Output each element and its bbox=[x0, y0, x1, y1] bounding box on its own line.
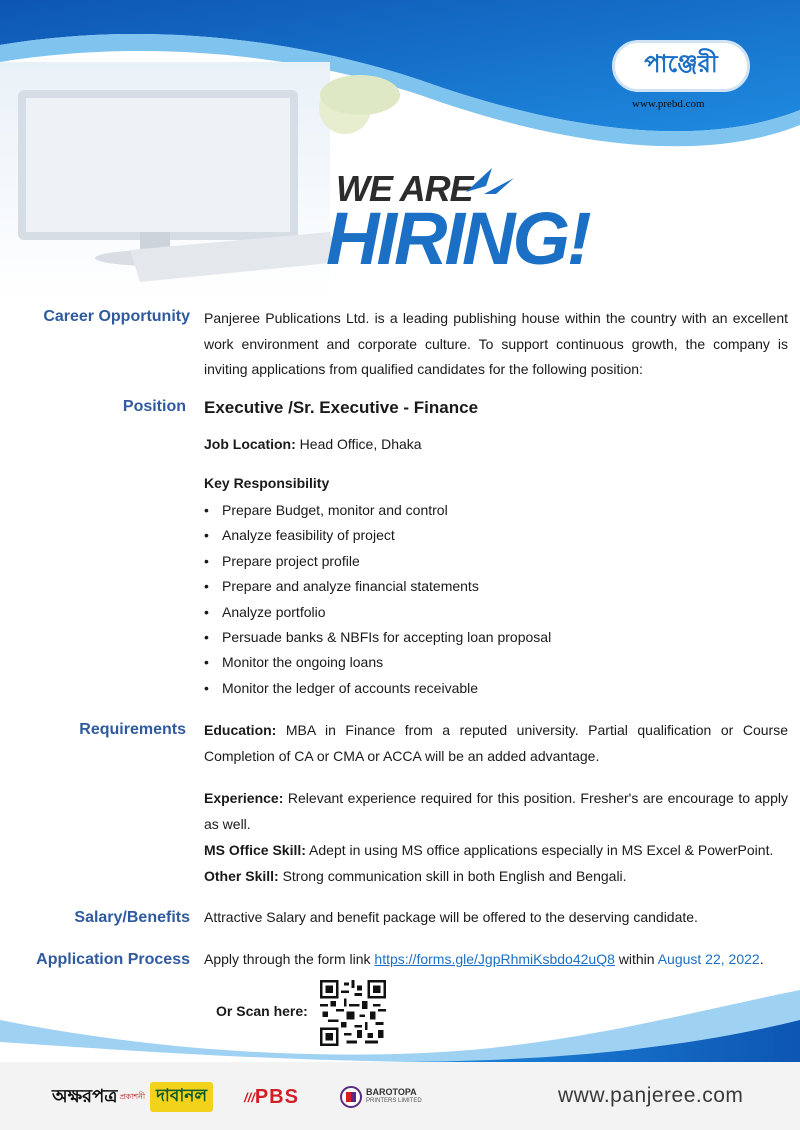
partner-logo-dabanol: দাবানল bbox=[150, 1082, 213, 1112]
list-item: • Analyze feasibility of project bbox=[204, 527, 395, 544]
education-requirement bbox=[204, 718, 788, 769]
partner-logo-pbs: /// PBS bbox=[244, 1085, 299, 1108]
scan-label: Or Scan here: bbox=[216, 1003, 308, 1019]
application-deadline: August 22, 2022 bbox=[657, 951, 760, 967]
responsibility-list bbox=[204, 498, 551, 701]
brand-logo-text: পাঞ্জেরী bbox=[644, 49, 718, 78]
ms-office-label: MS Office Skill: bbox=[204, 842, 306, 858]
application-form-link[interactable]: https://forms.gle/JgpRhmiKsbdo42uQ8 bbox=[374, 951, 615, 967]
footer-website[interactable]: www.panjeree.com bbox=[558, 1084, 744, 1107]
list-item: • Persuade banks & NBFIs for accepting loan proposal bbox=[204, 628, 552, 645]
experience-value: Relevant experience required for this position. Fresher's are encourage to apply as well. bbox=[204, 790, 788, 832]
job-location-value: Head Office, Dhaka bbox=[295, 436, 422, 452]
brand-url: www.prebd.com bbox=[632, 98, 705, 110]
education-value: MBA in Finance from a reputed university. Partial qualification or Course Completion of CA or CMA or ACCA will be an added advantage. bbox=[204, 722, 788, 764]
ms-office-value: Adept in using MS office applications especially in MS Excel & PowerPoint. bbox=[305, 842, 774, 858]
label-salary-benefits: Salary/Benefits bbox=[74, 909, 190, 926]
brand-logo bbox=[612, 40, 750, 92]
application-text: Apply through the form link https://forms.gle/JgpRhmiKsbdo42uQ8 within August 22, 2022. bbox=[204, 951, 764, 967]
experience-label: Experience: bbox=[204, 790, 284, 806]
list-item: • Monitor the ongoing loans bbox=[204, 654, 384, 671]
other-skill-requirement bbox=[204, 864, 788, 890]
list-item: • Monitor the ledger of accounts receivable bbox=[204, 679, 479, 696]
other-skill-label: Other Skill: bbox=[204, 868, 279, 884]
label-requirements: Requirements bbox=[79, 721, 186, 738]
other-skill-value: Strong communication skill in both English and Bengali. bbox=[278, 868, 627, 884]
list-item: • Prepare project profile bbox=[204, 552, 360, 569]
education-label: Education: bbox=[204, 722, 277, 738]
barotopa-mark-icon bbox=[340, 1086, 362, 1108]
partner-logo-akkharpatra: অক্ষরপত্র প্রকাশনী bbox=[52, 1085, 146, 1107]
career-description: Panjeree Publications Ltd. is a leading publishing house within the country with an excellent work environment and corporate culture. To support continuous growth, the company is inviting applications from qualified candidates for the following position: bbox=[204, 310, 788, 377]
label-application-process: Application Process bbox=[36, 951, 190, 968]
salary-description: Attractive Salary and benefit package will be offered to the deserving candidate. bbox=[204, 909, 698, 925]
ms-office-requirement bbox=[204, 838, 788, 864]
position-title: Executive /Sr. Executive - Finance bbox=[204, 398, 479, 417]
job-location-label: Job Location: bbox=[204, 436, 296, 452]
list-item: • Analyze portfolio bbox=[204, 603, 326, 620]
qr-code[interactable] bbox=[320, 980, 386, 1046]
key-responsibility-heading: Key Responsibility bbox=[204, 475, 330, 491]
experience-requirement bbox=[204, 786, 788, 837]
label-career-opportunity: Career Opportunity bbox=[43, 308, 190, 325]
list-item: • Prepare and analyze financial statements bbox=[204, 578, 479, 595]
partner-logo-barotopa: BAROTOPA PRINTERS LIMITED bbox=[340, 1082, 422, 1112]
application-middle: within bbox=[614, 951, 658, 967]
application-prefix: Apply through the form link bbox=[204, 951, 375, 967]
list-item: • Prepare Budget, monitor and control bbox=[204, 502, 448, 518]
label-position: Position bbox=[122, 398, 186, 415]
job-location bbox=[204, 432, 788, 458]
headline-line2: HIRING! bbox=[326, 197, 589, 280]
headline-line1: WE ARE bbox=[336, 168, 473, 209]
